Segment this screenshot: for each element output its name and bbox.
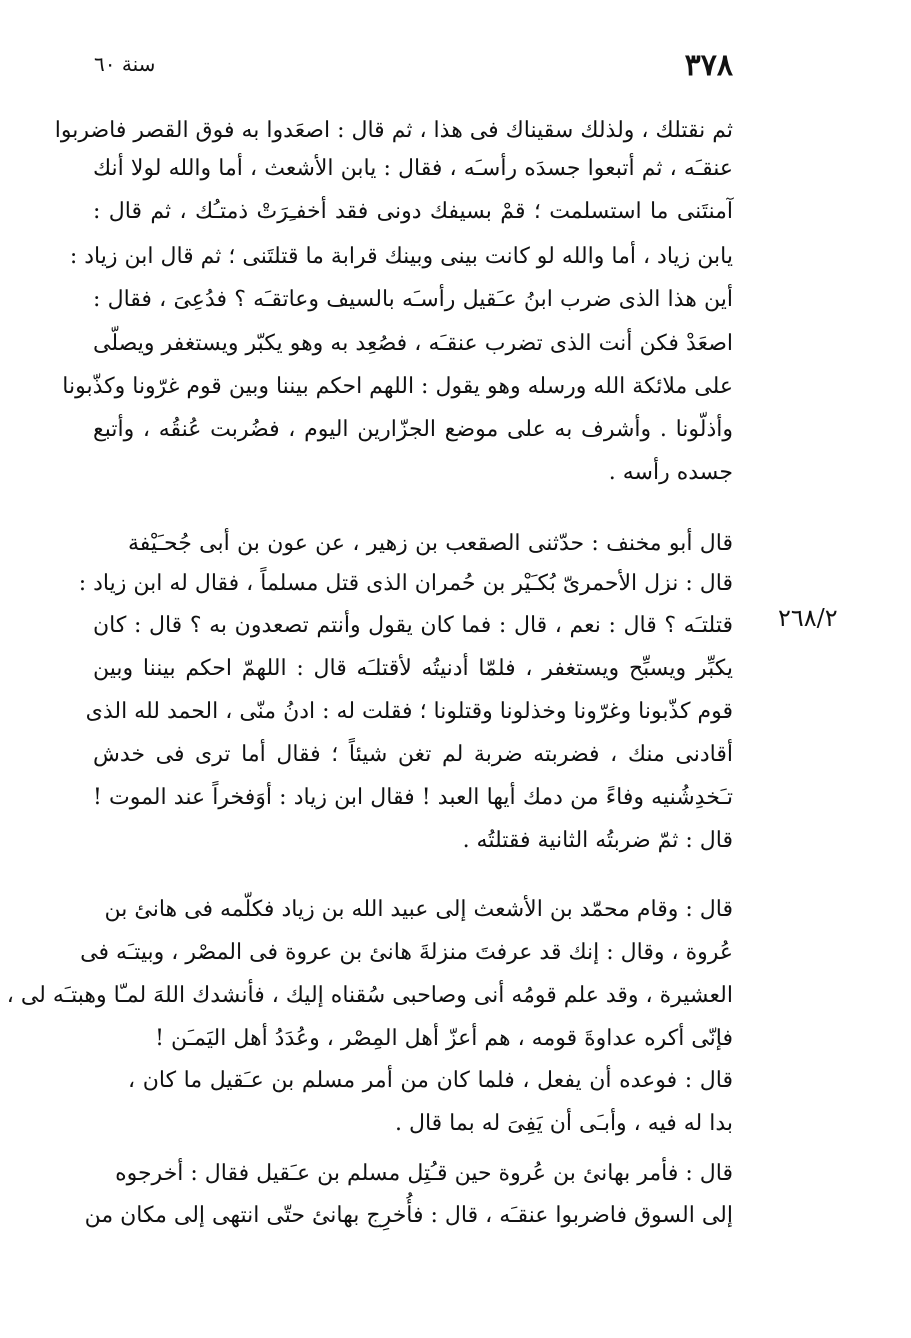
text-line: آمنتَنى ما استسلمت ؛ قمْ بسيفك دونى فقد أخفـِرَتْ ذمتـُك ، ثم قال : — [93, 199, 733, 224]
text-line: قال : فوعده أن يفعل ، فلما كان من أمر مسلم بن عـَقيل ما كان ، — [128, 1068, 733, 1093]
text-line: تـَخدِشُنيه وفاءً من دمك أيها العبد ! فقال ابن زياد : أوَفخراً عند الموت ! — [93, 785, 733, 810]
text-line: قال : ثمّ ضربتُه الثانية فقتلتُه . — [462, 828, 733, 853]
text-line: فإنّى أكره عداوةَ قومه ، هم أعزّ أهل المِصْر ، وعُدَدُ أهل اليَمـَن ! — [155, 1026, 733, 1051]
text-line: العشيرة ، وقد علم قومُه أنى وصاحبى سُقناه إليك ، فأنشدك اللهَ لمـّا وهبتـَه لى ، — [6, 983, 733, 1008]
text-line: ثم نقتلك ، ولذلك سقيناك فى هذا ، ثم قال : اصعَدوا به فوق القصر فاضربوا — [54, 118, 733, 143]
text-line: على ملائكة الله ورسله وهو يقول : اللهم احكم بيننا وبين قوم غرّونا وكذّبونا — [62, 374, 733, 399]
text-line: بدا له فيه ، وأبـَى أن يَفِىَ له بما قال . — [394, 1111, 733, 1136]
text-line: قال : فأمر بهانئ بن عُروة حين قـُتِل مسلم بن عـَقيل فقال : أخرجوه — [115, 1161, 733, 1186]
text-line: وأذلّونا . وأشرف به على موضع الجزّارين اليوم ، فضُربت عُنقُه ، وأتبع — [93, 417, 733, 442]
text-line: قال : نزل الأحمرىّ بُكـَيْر بن حُمران الذى قتل مسلماً ، فقال له ابن زياد : — [78, 571, 733, 596]
text-line: قوم كذّبونا وغرّونا وخذلونا وقتلونا ؛ فقلت له : ادنُ منّى ، الحمد لله الذى — [85, 699, 733, 724]
text-line: يابن زياد ، أما والله لو كانت بينى وبينك قرابة ما قتلتَنى ؛ ثم قال ابن زياد : — [69, 244, 733, 269]
text-line: عنقـَه ، ثم أتبعوا جسدَه رأسـَه ، فقال : يابن الأشعث ، أما والله لولا أنك — [93, 156, 733, 181]
text-line: أقادنى منك ، فضربته ضربة لم تغن شيئاً ؛ فقال أما ترى فى خدش — [93, 742, 733, 767]
text-line: أين هذا الذى ضرب ابنُ عـَقيل رأسـَه بالسيف وعاتقـَه ؟ فدُعِىَ ، فقال : — [93, 287, 733, 312]
text-line: يكبِّر ويسبِّح ويستغفر ، فلمّا أدنيتُه لأقتلـَه قال : اللهمّ احكم بيننا وبين — [93, 656, 733, 681]
text-line: اصعَدْ فكن أنت الذى تضرب عنقـَه ، فصُعِد به وهو يكبّر ويستغفر ويصلّى — [93, 331, 733, 356]
running-head: سنة ٦٠ — [94, 52, 156, 76]
page-number: ٣٧٨ — [684, 48, 733, 83]
text-line: إلى السوق فاضربوا عنقـَه ، قال : فأُخرِج بهانئ حتّى انتهى إلى مكان من — [84, 1203, 733, 1228]
margin-reference: ٢٦٨/٢ — [778, 604, 838, 632]
text-line: قال أبو مخنف : حدّثنى الصقعب بن زهير ، عن عون بن أبى جُحـَيْفة — [128, 531, 733, 556]
text-line: قتلتـَه ؟ قال : نعم ، قال : فما كان يقول وأنتم تصعدون به ؟ قال : كان — [93, 613, 733, 638]
text-line: قال : وقام محمّد بن الأشعث إلى عبيد الله بن زياد فكلّمه فى هانئ بن — [104, 897, 733, 922]
text-line: عُروة ، وقال : إنك قد عرفتَ منزلةَ هانئ بن عروة فى المصْر ، وبيتـَه فى — [80, 940, 733, 965]
text-line: جسده رأسه . — [608, 460, 733, 485]
